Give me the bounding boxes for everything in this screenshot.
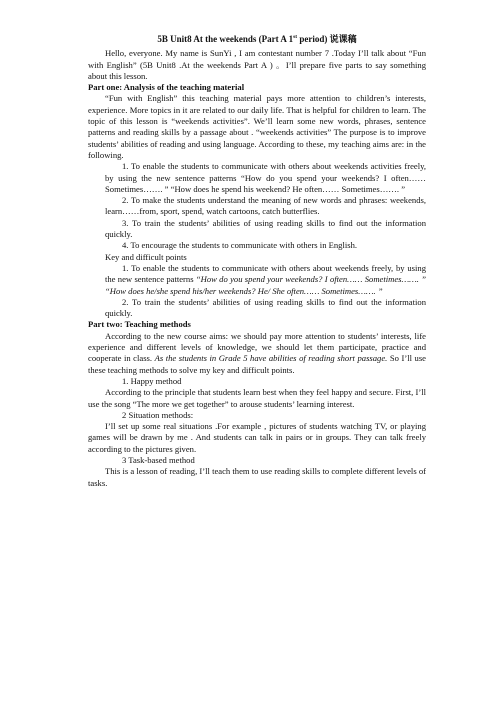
- key-point-1-text: 1. To enable the students to communicate with others about weekends freely, by using the new sentence patterns: [105, 262, 426, 285]
- title-main: 5B Unit8 At the weekends (Part A 1: [157, 34, 294, 44]
- intro-paragraph: Hello, everyone. My name is SunYi , I am contestant number 7 .Today I’ll talk about “Fun with English” (5B Unit8 .At the weekends Part A ) 。I’ll prepare five parts to say something about this lesson.: [88, 48, 426, 81]
- aim-item-3: 3. To train the students’ abilities of using reading skills to find out the information quickly.: [105, 217, 426, 240]
- aim-item-1: 1. To enable the students to communicate with others about weekends activities freely, by using the new sentence patterns “How do you spend your weekends? I often…… Sometimes……. ” “How does he spend his weekend? He often…… Sometimes……. ”: [105, 161, 426, 194]
- part-one-heading: Part one: Analysis of the teaching material: [88, 82, 245, 93]
- part-two-heading: Part two: Teaching methods: [88, 319, 191, 330]
- title-superscript: st: [293, 34, 298, 40]
- part-two-text-italic: As the students in Grade 5 have abilities of reading short passage.: [154, 353, 388, 364]
- key-points-heading: Key and difficult points: [105, 251, 187, 262]
- method-2-title: 2 Situation methods:: [122, 409, 194, 420]
- document-title: [88, 34, 426, 45]
- aim-item-2: 2. To make the students understand the meaning of new words and phrases: weekends, learn……from, sport, spend, watch cartoons, catch butterflies.: [105, 195, 426, 217]
- title-end: period) 说课稿: [297, 34, 357, 44]
- method-3-title: 3 Task-based method: [122, 454, 195, 465]
- part-two-text-end: So I’ll use these teaching methods to solve my key and difficult points.: [88, 353, 426, 375]
- method-1-text: According to the principle that students learn best when they feel happy and secure. First, I’ll use the song “The more we get together” to arouse students’ learning interest.: [88, 387, 426, 409]
- method-1-title: 1. Happy method: [122, 375, 182, 386]
- key-point-1: [105, 263, 426, 297]
- part-two-paragraph: [88, 331, 426, 376]
- method-3-text: This is a lesson of reading, I’ll teach them to use reading skills to complete different levels of tasks.: [88, 466, 426, 488]
- part-two-text-start: According to the new course aims: we should pay more attention to students’ interests, life experience and different levels of knowledge, we should let them participate, practice and cooperate in class.: [88, 330, 426, 364]
- key-point-1-patterns: “How do you spend your weekends? I often…… Sometimes……. ” “How does he/she spend his/her weekends? He/ She often…… Sometimes……. ”: [105, 274, 427, 296]
- method-2-text: I’ll set up some real situations .For example , pictures of students watching TV, or playing games will be drawn by me . And students can talk in pairs or in groups. They can talk freely according to the pictures given.: [88, 421, 426, 454]
- part-one-paragraph: “Fun with English” this teaching material pays more attention to children’s interests, experience. More topics in it are related to our daily life. That is helpful for children to learn. The topic of this lesson is “weekends activities”. We’ll learn some new words, phrases, sentence patterns and reading skills by a passage about . “weekends activities” The purpose is to improve students’ abilities of reading and using language. According to these, my teaching aims are: in the following.: [88, 93, 426, 160]
- aim-item-4: 4. To encourage the students to communicate with others in English.: [122, 240, 358, 251]
- key-point-2: 2. To train the students’ abilities of using reading skills to find out the information quickly.: [105, 296, 426, 319]
